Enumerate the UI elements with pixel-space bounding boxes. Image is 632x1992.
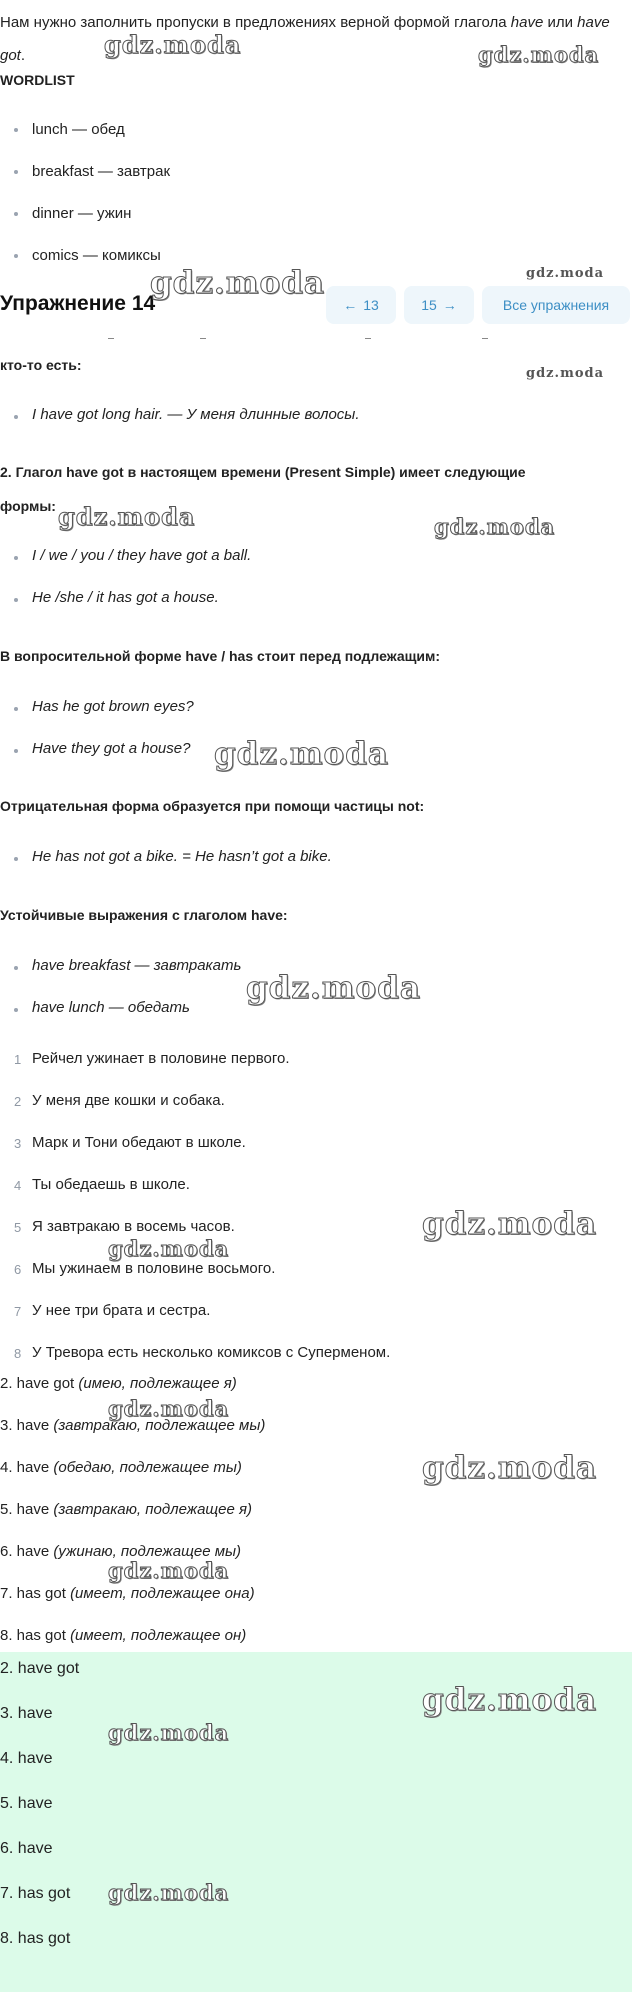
- prev-exercise-button[interactable]: [326, 286, 396, 324]
- example-item: He has not got a bike. = He hasn’t got a bike.: [32, 848, 332, 865]
- answer-item: 8. has got: [0, 1930, 71, 1947]
- bullet-icon: [14, 128, 18, 132]
- explanation-note: (имею, подлежащее я): [78, 1375, 237, 1392]
- watermark-logo: gdz.moda: [108, 1236, 230, 1261]
- explanation-note: (завтракаю, подлежащее мы): [53, 1417, 266, 1434]
- bullet-icon: [14, 170, 18, 174]
- all-exercises-button[interactable]: [482, 286, 630, 324]
- sentence-number: 6: [14, 1262, 22, 1277]
- watermark-logo: gdz.moda: [422, 1450, 597, 1486]
- theory-heading-4: Отрицательная форма образуется при помощи частицы not:: [0, 798, 425, 814]
- exercise-title: Упражнение 14: [0, 292, 156, 315]
- intro-text: Нам нужно заполнить пропуски в предложениях верной формой глагола: [0, 14, 511, 31]
- bullet-icon: [14, 707, 18, 711]
- theory-heading-5: Устойчивые выражения с глаголом have:: [0, 907, 288, 923]
- explanation-answer: 4. have: [0, 1459, 54, 1476]
- bullet-icon: [14, 254, 18, 258]
- sentence-text: У Тревора есть несколько комиксов с Суперменом.: [32, 1344, 391, 1361]
- sentence-text: У нее три брата и сестра.: [32, 1302, 211, 1319]
- bullet-icon: [14, 598, 18, 602]
- answer-item: 4. have: [0, 1750, 53, 1767]
- explanation-answer: 3. have: [0, 1417, 54, 1434]
- watermark-logo: gdz.moda: [214, 736, 389, 772]
- watermark-logo: gdz.moda: [478, 42, 600, 67]
- answer-item: 6. have: [0, 1840, 53, 1857]
- example-item: Has he got brown eyes?: [32, 698, 194, 715]
- explanation-note: (имеет, подлежащее она): [70, 1585, 255, 1602]
- explanation-answer: 6. have: [0, 1543, 54, 1560]
- sentence-text: Марк и Тони обедают в школе.: [32, 1134, 246, 1151]
- arrow-left-icon: ←: [343, 297, 358, 313]
- example-item: have breakfast — завтракать: [32, 957, 242, 974]
- bullet-icon: [14, 857, 18, 861]
- wordlist-heading: WORDLIST: [0, 72, 75, 88]
- intro-have-got: have got: [0, 14, 610, 64]
- bullet-icon: [14, 415, 18, 419]
- watermark-logo: gdz.moda: [104, 30, 242, 59]
- sentence-number: 7: [14, 1304, 22, 1319]
- example-item: I have got long hair. — У меня длинные волосы.: [32, 406, 360, 423]
- explanation-note: (имеет, подлежащее он): [70, 1627, 247, 1644]
- watermark-logo: gdz.moda: [246, 970, 421, 1006]
- sentence-text: Я завтракаю в восемь часов.: [32, 1218, 235, 1235]
- theory-heading-2: 2. Глагол have got в настоящем времени (Present Simple) имеет следующие: [0, 464, 526, 480]
- watermark-logo: gdz.moda: [526, 366, 605, 381]
- explanation-item: [0, 1459, 242, 1476]
- explanation-answer: 7. has got: [0, 1585, 71, 1602]
- prev-exercise-label: 13: [363, 297, 379, 313]
- next-exercise-label: 15: [421, 297, 437, 313]
- theory-heading-2-cont: формы:: [0, 498, 56, 514]
- example-item: Have they got a house?: [32, 740, 191, 757]
- sentence-number: 3: [14, 1136, 22, 1151]
- bullet-icon: [14, 1008, 18, 1012]
- theory-heading-3: В вопросительной форме have / has стоит перед подлежащим:: [0, 648, 441, 664]
- watermark-logo: gdz.moda: [108, 1558, 230, 1583]
- intro-period: .: [20, 47, 26, 64]
- theory-heading-1: кто-то есть:: [0, 357, 82, 373]
- intro-text-or: или: [543, 14, 578, 31]
- explanation-note: (обедаю, подлежащее ты): [53, 1459, 242, 1476]
- sentence-number: 1: [14, 1052, 22, 1067]
- example-item: I / we / you / they have got a ball.: [32, 547, 252, 564]
- bullet-icon: [14, 749, 18, 753]
- answer-item: 5. have: [0, 1795, 53, 1812]
- explanation-item: [0, 1501, 252, 1518]
- sentence-number: 4: [14, 1178, 22, 1193]
- list-item: lunch — обед: [32, 121, 125, 138]
- answer-item: 7. has got: [0, 1885, 71, 1902]
- explanation-answer: 2. have got: [0, 1375, 79, 1392]
- list-item: dinner — ужин: [32, 205, 132, 222]
- explanation-note: (ужинаю, подлежащее мы): [53, 1543, 242, 1560]
- intro-have: have: [510, 14, 544, 31]
- explanation-answer: 5. have: [0, 1501, 54, 1518]
- watermark-logo: gdz.moda: [422, 1206, 597, 1242]
- list-item: breakfast — завтрак: [32, 163, 171, 180]
- sentence-text: У меня две кошки и собака.: [32, 1092, 225, 1109]
- explanation-answer: 8. has got: [0, 1627, 71, 1644]
- sentence-text: Мы ужинаем в половине восьмого.: [32, 1260, 276, 1277]
- watermark-logo: gdz.moda: [150, 265, 325, 301]
- list-item: comics — комиксы: [32, 247, 161, 264]
- sentence-text: Рейчел ужинает в половине первого.: [32, 1050, 290, 1067]
- explanation-item: [0, 1585, 255, 1602]
- bullet-icon: [14, 212, 18, 216]
- next-exercise-button[interactable]: [404, 286, 474, 324]
- arrow-right-icon: →: [442, 297, 457, 313]
- watermark-logo: gdz.moda: [58, 502, 196, 531]
- watermark-logo: gdz.moda: [108, 1880, 230, 1905]
- watermark-logo: gdz.moda: [108, 1396, 230, 1421]
- sentence-number: 2: [14, 1094, 22, 1109]
- answer-item: 2. have got: [0, 1660, 80, 1677]
- watermark-logo: gdz.moda: [108, 1720, 230, 1745]
- watermark-logo: gdz.moda: [422, 1682, 597, 1718]
- sentence-text: Ты обедаешь в школе.: [32, 1176, 190, 1193]
- explanation-item: [0, 1627, 246, 1644]
- all-exercises-label: Все упражнения: [502, 297, 610, 313]
- watermark-logo: gdz.moda: [434, 514, 556, 539]
- sentence-number: 8: [14, 1346, 22, 1361]
- explanation-item: [0, 1375, 237, 1392]
- watermark-logo: gdz.moda: [526, 266, 605, 281]
- bullet-icon: [14, 966, 18, 970]
- example-item: have lunch — обедать: [32, 999, 190, 1016]
- example-item: He /she / it has got a house.: [32, 589, 219, 606]
- explanation-note: (завтракаю, подлежащее я): [53, 1501, 253, 1518]
- sentence-number: 5: [14, 1220, 22, 1235]
- bullet-icon: [14, 556, 18, 560]
- answer-item: 3. have: [0, 1705, 53, 1722]
